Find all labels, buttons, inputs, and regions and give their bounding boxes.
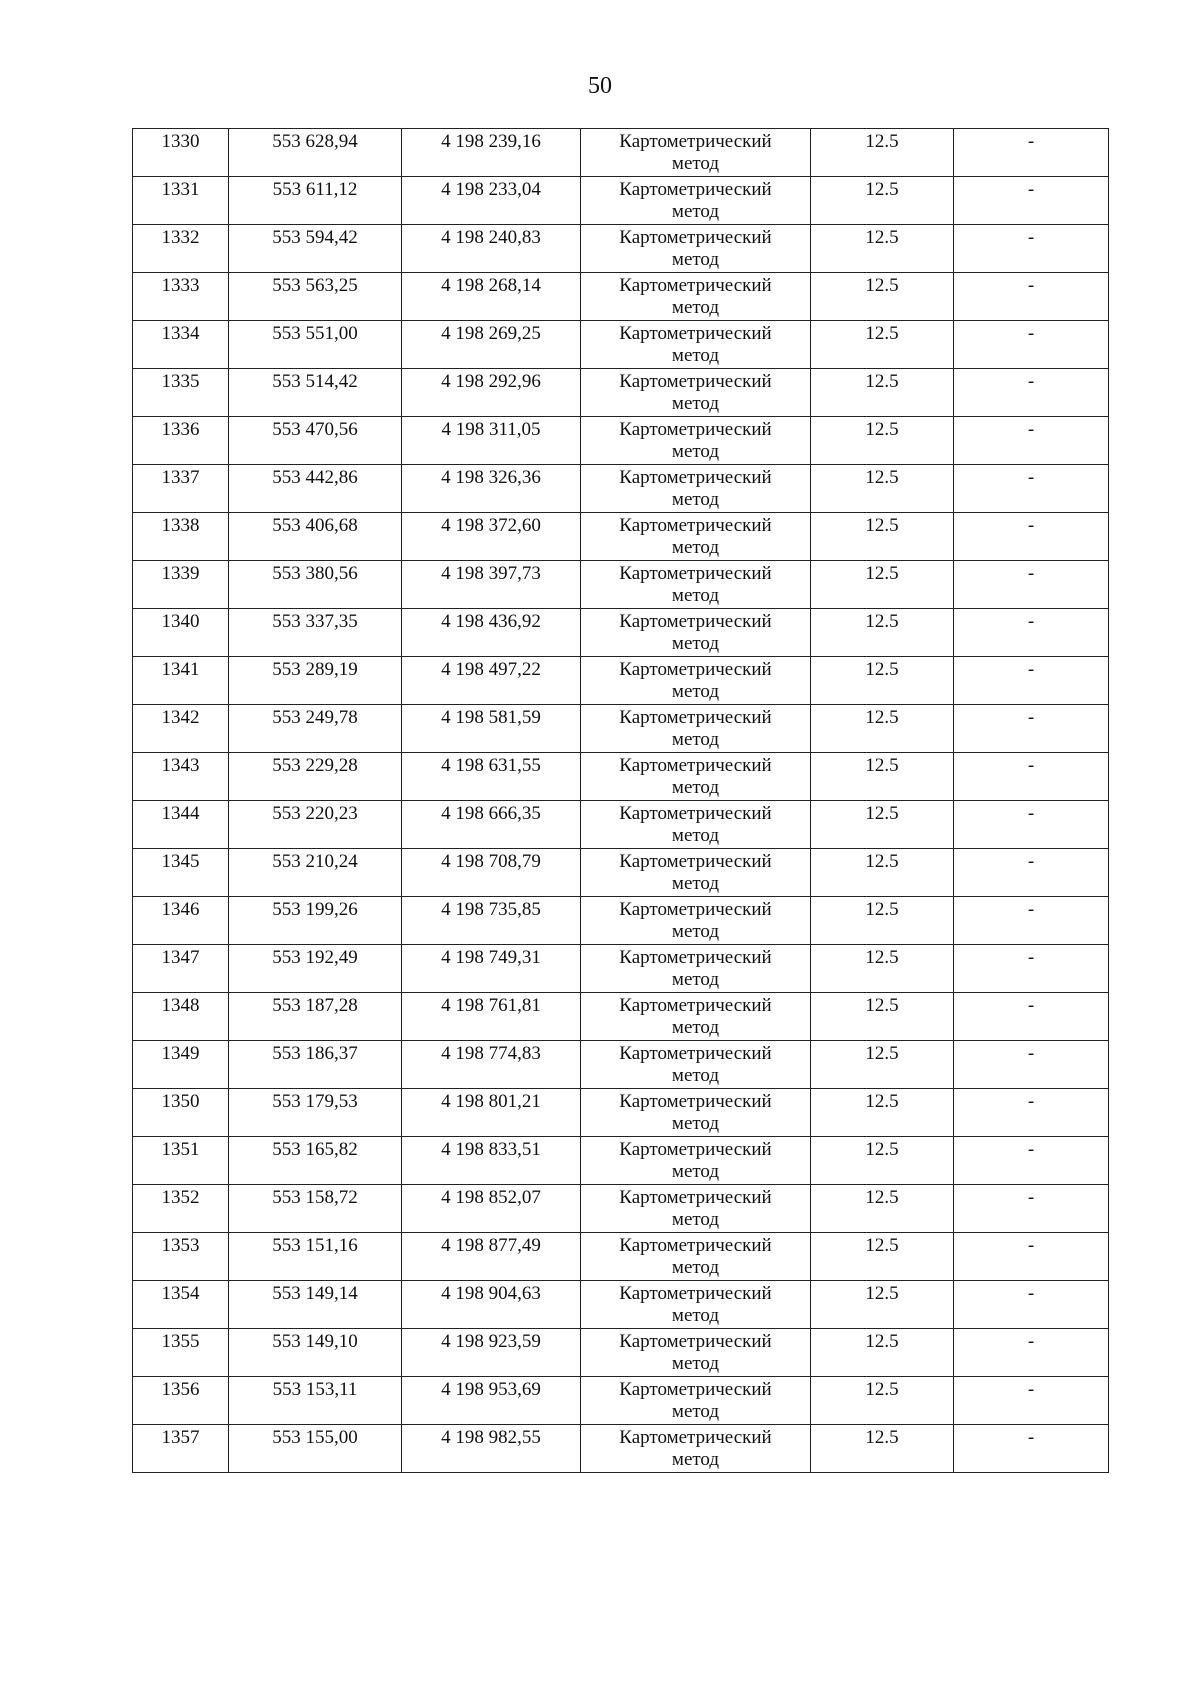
point-number-cell: 1343 [133,753,229,801]
point-number-cell: 1357 [133,1425,229,1473]
y-coordinate-cell: 4 198 311,05 [402,417,581,465]
note-cell: - [954,1377,1109,1425]
x-coordinate-cell: 553 611,12 [229,177,402,225]
x-coordinate-cell: 553 151,16 [229,1233,402,1281]
x-coordinate-cell: 553 210,24 [229,849,402,897]
note-cell: - [954,1185,1109,1233]
note-cell: - [954,417,1109,465]
determination-method-cell [581,561,811,609]
determination-method-cell [581,465,811,513]
method-text: Картометрический метод [619,1187,772,1230]
determination-method-cell [581,1329,811,1377]
y-coordinate-cell: 4 198 749,31 [402,945,581,993]
y-coordinate-cell: 4 198 240,83 [402,225,581,273]
note-cell: - [954,1137,1109,1185]
method-text: Картометрический метод [619,419,772,462]
accuracy-value-cell: 12.5 [811,513,954,561]
y-coordinate-cell: 4 198 904,63 [402,1281,581,1329]
point-number-cell: 1334 [133,321,229,369]
note-cell: - [954,561,1109,609]
note-cell: - [954,177,1109,225]
table-row [133,705,1109,753]
table-row [133,1089,1109,1137]
point-number-cell: 1353 [133,1233,229,1281]
x-coordinate-cell: 553 514,42 [229,369,402,417]
page-number: 50 [588,73,612,99]
x-coordinate-cell: 553 155,00 [229,1425,402,1473]
table-row [133,1041,1109,1089]
x-coordinate-cell: 553 380,56 [229,561,402,609]
point-number-cell: 1333 [133,273,229,321]
accuracy-value-cell: 12.5 [811,801,954,849]
method-text: Картометрический метод [619,1331,772,1374]
accuracy-value-cell: 12.5 [811,321,954,369]
method-text: Картометрический метод [619,707,772,750]
method-text: Картометрический метод [619,1091,772,1134]
x-coordinate-cell: 553 149,10 [229,1329,402,1377]
method-text: Картометрический метод [619,227,772,270]
point-number-cell: 1355 [133,1329,229,1377]
note-cell: - [954,801,1109,849]
accuracy-value-cell: 12.5 [811,1185,954,1233]
y-coordinate-cell: 4 198 953,69 [402,1377,581,1425]
table-row [133,609,1109,657]
determination-method-cell [581,945,811,993]
x-coordinate-cell: 553 149,14 [229,1281,402,1329]
accuracy-value-cell: 12.5 [811,129,954,177]
determination-method-cell [581,705,811,753]
method-text: Картометрический метод [619,803,772,846]
table-row [133,1329,1109,1377]
note-cell: - [954,1281,1109,1329]
note-cell: - [954,1041,1109,1089]
point-number-cell: 1344 [133,801,229,849]
determination-method-cell [581,849,811,897]
y-coordinate-cell: 4 198 372,60 [402,513,581,561]
y-coordinate-cell: 4 198 761,81 [402,993,581,1041]
method-text: Картометрический метод [619,1379,772,1422]
x-coordinate-cell: 553 199,26 [229,897,402,945]
point-number-cell: 1349 [133,1041,229,1089]
method-text: Картометрический метод [619,1043,772,1086]
table-row [133,1185,1109,1233]
accuracy-value-cell: 12.5 [811,753,954,801]
accuracy-value-cell: 12.5 [811,369,954,417]
x-coordinate-cell: 553 158,72 [229,1185,402,1233]
method-text: Картометрический метод [619,323,772,366]
determination-method-cell [581,1041,811,1089]
determination-method-cell [581,1425,811,1473]
method-text: Картометрический метод [619,1235,772,1278]
y-coordinate-cell: 4 198 269,25 [402,321,581,369]
note-cell: - [954,321,1109,369]
accuracy-value-cell: 12.5 [811,609,954,657]
y-coordinate-cell: 4 198 666,35 [402,801,581,849]
method-text: Картометрический метод [619,995,772,1038]
point-number-cell: 1347 [133,945,229,993]
determination-method-cell [581,897,811,945]
method-text: Картометрический метод [619,275,772,318]
method-text: Картометрический метод [619,563,772,606]
accuracy-value-cell: 12.5 [811,1425,954,1473]
method-text: Картометрический метод [619,1139,772,1182]
accuracy-value-cell: 12.5 [811,993,954,1041]
y-coordinate-cell: 4 198 233,04 [402,177,581,225]
table-row [133,1137,1109,1185]
note-cell: - [954,993,1109,1041]
table-row [133,273,1109,321]
x-coordinate-cell: 553 192,49 [229,945,402,993]
table-row [133,417,1109,465]
x-coordinate-cell: 553 229,28 [229,753,402,801]
note-cell: - [954,609,1109,657]
x-coordinate-cell: 553 406,68 [229,513,402,561]
determination-method-cell [581,657,811,705]
method-text: Картометрический метод [619,755,772,798]
determination-method-cell [581,129,811,177]
method-text: Картометрический метод [619,611,772,654]
table-row [133,657,1109,705]
table-row [133,369,1109,417]
y-coordinate-cell: 4 198 833,51 [402,1137,581,1185]
accuracy-value-cell: 12.5 [811,705,954,753]
point-number-cell: 1351 [133,1137,229,1185]
note-cell: - [954,129,1109,177]
accuracy-value-cell: 12.5 [811,225,954,273]
x-coordinate-cell: 553 186,37 [229,1041,402,1089]
determination-method-cell [581,1137,811,1185]
note-cell: - [954,225,1109,273]
point-number-cell: 1346 [133,897,229,945]
note-cell: - [954,705,1109,753]
point-number-cell: 1332 [133,225,229,273]
table-row [133,465,1109,513]
accuracy-value-cell: 12.5 [811,1281,954,1329]
accuracy-value-cell: 12.5 [811,1089,954,1137]
x-coordinate-cell: 553 442,86 [229,465,402,513]
accuracy-value-cell: 12.5 [811,465,954,513]
determination-method-cell [581,1089,811,1137]
method-text: Картометрический метод [619,515,772,558]
determination-method-cell [581,1281,811,1329]
accuracy-value-cell: 12.5 [811,1377,954,1425]
method-text: Картометрический метод [619,179,772,222]
determination-method-cell [581,1377,811,1425]
x-coordinate-cell: 553 220,23 [229,801,402,849]
x-coordinate-cell: 553 179,53 [229,1089,402,1137]
point-number-cell: 1354 [133,1281,229,1329]
table-row [133,801,1109,849]
point-number-cell: 1340 [133,609,229,657]
y-coordinate-cell: 4 198 774,83 [402,1041,581,1089]
determination-method-cell [581,609,811,657]
note-cell: - [954,1329,1109,1377]
point-number-cell: 1350 [133,1089,229,1137]
x-coordinate-cell: 553 594,42 [229,225,402,273]
note-cell: - [954,945,1109,993]
table-row [133,1281,1109,1329]
point-number-cell: 1348 [133,993,229,1041]
determination-method-cell [581,753,811,801]
accuracy-value-cell: 12.5 [811,561,954,609]
table-row [133,321,1109,369]
accuracy-value-cell: 12.5 [811,1329,954,1377]
method-text: Картометрический метод [619,131,772,174]
y-coordinate-cell: 4 198 852,07 [402,1185,581,1233]
point-number-cell: 1356 [133,1377,229,1425]
accuracy-value-cell: 12.5 [811,1233,954,1281]
point-number-cell: 1337 [133,465,229,513]
x-coordinate-cell: 553 187,28 [229,993,402,1041]
note-cell: - [954,657,1109,705]
table-row [133,129,1109,177]
x-coordinate-cell: 553 470,56 [229,417,402,465]
determination-method-cell [581,1233,811,1281]
point-number-cell: 1330 [133,129,229,177]
table-row [133,993,1109,1041]
x-coordinate-cell: 553 337,35 [229,609,402,657]
note-cell: - [954,273,1109,321]
y-coordinate-cell: 4 198 801,21 [402,1089,581,1137]
method-text: Картометрический метод [619,899,772,942]
method-text: Картометрический метод [619,851,772,894]
point-number-cell: 1331 [133,177,229,225]
y-coordinate-cell: 4 198 982,55 [402,1425,581,1473]
method-text: Картометрический метод [619,1283,772,1326]
determination-method-cell [581,273,811,321]
table-body [133,129,1109,1473]
y-coordinate-cell: 4 198 877,49 [402,1233,581,1281]
y-coordinate-cell: 4 198 397,73 [402,561,581,609]
note-cell: - [954,1425,1109,1473]
note-cell: - [954,897,1109,945]
x-coordinate-cell: 553 563,25 [229,273,402,321]
y-coordinate-cell: 4 198 708,79 [402,849,581,897]
accuracy-value-cell: 12.5 [811,945,954,993]
method-text: Картометрический метод [619,659,772,702]
determination-method-cell [581,369,811,417]
point-number-cell: 1352 [133,1185,229,1233]
table-row [133,849,1109,897]
table-row [133,225,1109,273]
table-row [133,753,1109,801]
note-cell: - [954,1089,1109,1137]
note-cell: - [954,1233,1109,1281]
x-coordinate-cell: 553 551,00 [229,321,402,369]
x-coordinate-cell: 553 249,78 [229,705,402,753]
accuracy-value-cell: 12.5 [811,177,954,225]
method-text: Картометрический метод [619,467,772,510]
determination-method-cell [581,513,811,561]
determination-method-cell [581,177,811,225]
y-coordinate-cell: 4 198 497,22 [402,657,581,705]
y-coordinate-cell: 4 198 239,16 [402,129,581,177]
coordinates-table [132,128,1109,1473]
y-coordinate-cell: 4 198 735,85 [402,897,581,945]
determination-method-cell [581,801,811,849]
y-coordinate-cell: 4 198 436,92 [402,609,581,657]
x-coordinate-cell: 553 153,11 [229,1377,402,1425]
accuracy-value-cell: 12.5 [811,849,954,897]
point-number-cell: 1345 [133,849,229,897]
note-cell: - [954,753,1109,801]
note-cell: - [954,465,1109,513]
table-row [133,1425,1109,1473]
point-number-cell: 1335 [133,369,229,417]
determination-method-cell [581,1185,811,1233]
y-coordinate-cell: 4 198 292,96 [402,369,581,417]
table-row [133,513,1109,561]
table-row [133,177,1109,225]
note-cell: - [954,849,1109,897]
method-text: Картометрический метод [619,947,772,990]
x-coordinate-cell: 553 165,82 [229,1137,402,1185]
y-coordinate-cell: 4 198 631,55 [402,753,581,801]
accuracy-value-cell: 12.5 [811,1137,954,1185]
note-cell: - [954,369,1109,417]
x-coordinate-cell: 553 289,19 [229,657,402,705]
table-row [133,561,1109,609]
determination-method-cell [581,321,811,369]
determination-method-cell [581,225,811,273]
accuracy-value-cell: 12.5 [811,897,954,945]
accuracy-value-cell: 12.5 [811,273,954,321]
point-number-cell: 1336 [133,417,229,465]
table-row [133,897,1109,945]
accuracy-value-cell: 12.5 [811,417,954,465]
y-coordinate-cell: 4 198 326,36 [402,465,581,513]
point-number-cell: 1342 [133,705,229,753]
y-coordinate-cell: 4 198 923,59 [402,1329,581,1377]
table-row [133,945,1109,993]
point-number-cell: 1338 [133,513,229,561]
y-coordinate-cell: 4 198 268,14 [402,273,581,321]
accuracy-value-cell: 12.5 [811,657,954,705]
y-coordinate-cell: 4 198 581,59 [402,705,581,753]
determination-method-cell [581,417,811,465]
note-cell: - [954,513,1109,561]
point-number-cell: 1341 [133,657,229,705]
table-row [133,1377,1109,1425]
determination-method-cell [581,993,811,1041]
method-text: Картометрический метод [619,371,772,414]
x-coordinate-cell: 553 628,94 [229,129,402,177]
table-row [133,1233,1109,1281]
point-number-cell: 1339 [133,561,229,609]
method-text: Картометрический метод [619,1427,772,1470]
accuracy-value-cell: 12.5 [811,1041,954,1089]
